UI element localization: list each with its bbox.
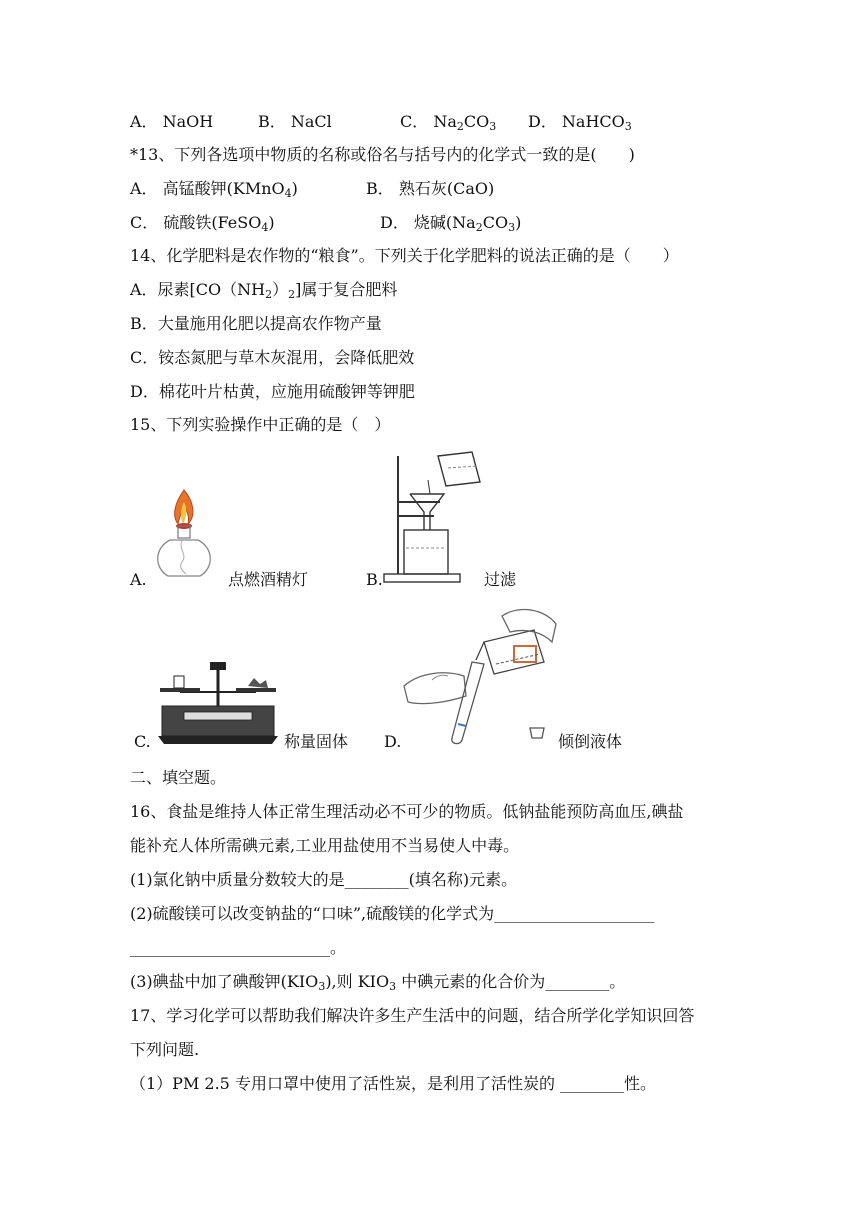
q13-options-row1: [130, 179, 494, 199]
q15-option-b-label: 过滤: [484, 570, 517, 589]
section-heading: 二、填空题。: [130, 768, 227, 787]
q12-option-b: B． NaCl: [258, 112, 332, 131]
q14-stem: 14、化学肥料是农作物的“粮食”。下列关于化学肥料的说法正确的是（ ）: [130, 246, 679, 265]
q12-options: [130, 112, 632, 132]
balance-scale-figure: [154, 656, 282, 748]
q13-option-d: D． 烧碱$(Na_2CO_3)$: [380, 213, 522, 234]
q14-option-b: B．大量施用化肥以提高农作物产量: [130, 314, 382, 333]
q12-option-a: A． NaOH: [130, 112, 214, 131]
q15-option-d-letter: D.: [384, 732, 402, 751]
q15-option-d-label: 倾倒液体: [558, 732, 623, 751]
q17-part1: （1）PM 2.5 专用口罩中使用了活性炭，是利用了活性炭的 ________性。: [130, 1074, 657, 1093]
q17-stem-line2: 下列问题.: [130, 1040, 200, 1059]
q15-option-a-letter: A.: [130, 570, 147, 589]
q13-option-b: B． 熟石灰(CaO): [366, 179, 495, 198]
q12-option-c: C． $Na_2CO_3$: [400, 112, 497, 133]
q14-option-c: C．铵态氮肥与草木灰混用，会降低肥效: [130, 348, 415, 367]
q15-option-c-letter: C.: [134, 732, 151, 751]
filtration-figure: [382, 446, 488, 586]
q17-stem-line1: 17、学习化学可以帮助我们解决许多生产生活中的问题，结合所学化学知识回答: [130, 1006, 695, 1025]
q16-stem-line2: 能补充人体所需碘元素,工业用盐使用不当易使人中毒。: [130, 836, 520, 855]
q15-option-a-label: 点燃酒精灯: [228, 570, 309, 589]
alcohol-lamp-figure: [148, 484, 220, 582]
q15-option-b-letter: B.: [366, 570, 383, 589]
q13-stem: *13、下列各选项中物质的名称或俗名与括号内的化学式一致的是( ): [130, 145, 635, 164]
q15-stem: 15、下列实验操作中正确的是（ ）: [130, 415, 391, 434]
q16-part1: (1)氯化钠中质量分数较大的是________(填名称)元素。: [130, 870, 518, 889]
pouring-liquid-figure: [402, 602, 564, 750]
q14-option-a: A．尿素$[CO(NH_2)_2]$属于复合肥料: [130, 280, 398, 301]
q14-option-d: D．棉花叶片枯黄，应施用硫酸钾等钾肥: [130, 382, 415, 401]
q13-option-a: A． 高锰酸钾(KMnO$_4$): [130, 179, 298, 200]
q16-stem-line1: 16、食盐是维持人体正常生理活动必不可少的物质。低钠盐能预防高血压,碘盐: [130, 802, 684, 821]
q13-options-row2: [130, 213, 521, 233]
q15-option-c-label: 称量固体: [284, 732, 349, 751]
q13-option-c: C． 硫酸铁(FeSO$_4$): [130, 213, 275, 234]
q12-option-d: D． NaHCO$_3$: [528, 112, 632, 133]
q16-part3: (3)碘盐中加了碘酸钾$(KIO_3)$,则 $KIO_3$ 中碘元素的化合价为________。: [130, 972, 626, 993]
q16-part2: (2)硫酸镁可以改变钠盐的“口味”,硫酸镁的化学式为____________________: [130, 904, 655, 923]
q16-part2-continued: _________________________。: [130, 938, 347, 957]
